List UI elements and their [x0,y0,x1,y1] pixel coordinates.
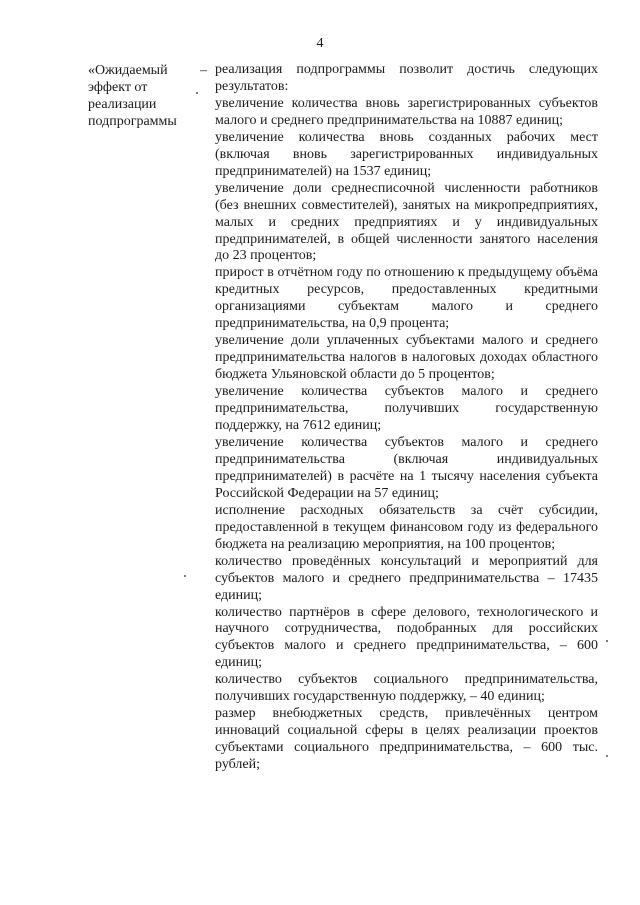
result-item: увеличение доли уплаченных субъектами малого и среднего предпринимательства налогов в налоговых доходах областного бюджета Ульяновской области до 5 процентов; [215,333,598,383]
result-item: размер внебюджетных средств, привлечённых центром инноваций социальной сферы в целях реализации проектов субъектами социального предпринимательства, – 600 тыс. рублей; [215,706,598,773]
result-item: количество партнёров в сфере делового, технологического и научного сотрудничества, подобранных для российских субъектов малого и среднего предпринимательства, – 600 единиц; [215,604,598,671]
scan-speck [196,92,198,94]
result-item: количество субъектов социального предпринимательства, получивших государственную поддержку, – 40 единиц; [215,672,598,705]
scan-speck [184,575,186,577]
result-item: прирост в отчётном году по отношению к предыдущему объёма кредитных ресурсов, предоставленных кредитными организациями субъектам малого и среднего предпринимательства, на 0,9 процента; [215,265,598,332]
result-item: количество проведённых консультаций и мероприятий для субъектов малого и среднего предпринимательства – 17435 единиц; [215,553,598,603]
result-item: исполнение расходных обязательств за счёт субсидии, предоставленной в текущем финансовом году из федерального бюджета на реализацию мероприятия, на 100 процентов; [215,502,598,552]
scan-speck [606,640,608,642]
section-label-line: реализации [88,97,157,112]
section-label-line: подпрограммы [88,114,177,129]
result-item: увеличение количества субъектов малого и среднего предпринимательства, получивших государственную поддержку, на 7612 единиц; [215,384,598,434]
section-label [88,62,200,130]
result-item: увеличение количества вновь зарегистрированных субъектов малого и среднего предпринимательства на 10887 единиц; [215,95,598,128]
result-item: увеличение количества вновь созданных рабочих мест (включая вновь зарегистрированных индивидуальных предпринимателей) на 1537 единиц; [215,129,598,179]
result-item: увеличение доли среднесписочной численности работников (без внешних совместителей), занятых на микропредприятиях, малых и средних предприятиях и у индивидуальных предпринимателей, в общей численности занятого населения до 23 процентов; [215,180,598,264]
page-number: 4 [316,36,324,51]
results-list [215,62,598,774]
scan-speck [606,755,608,757]
result-item: увеличение количества субъектов малого и среднего предпринимательства (включая индивидуальных предпринимателей) в расчёте на 1 тысячу населения субъекта Российской Федерации на 57 единиц; [215,434,598,501]
section-label-line: эффект от [88,80,148,95]
section-label-line: «Ожидаемый [88,63,168,78]
item-dash: – [200,63,207,78]
result-item: реализация подпрограммы позволит достичь следующих результатов: [215,62,598,94]
